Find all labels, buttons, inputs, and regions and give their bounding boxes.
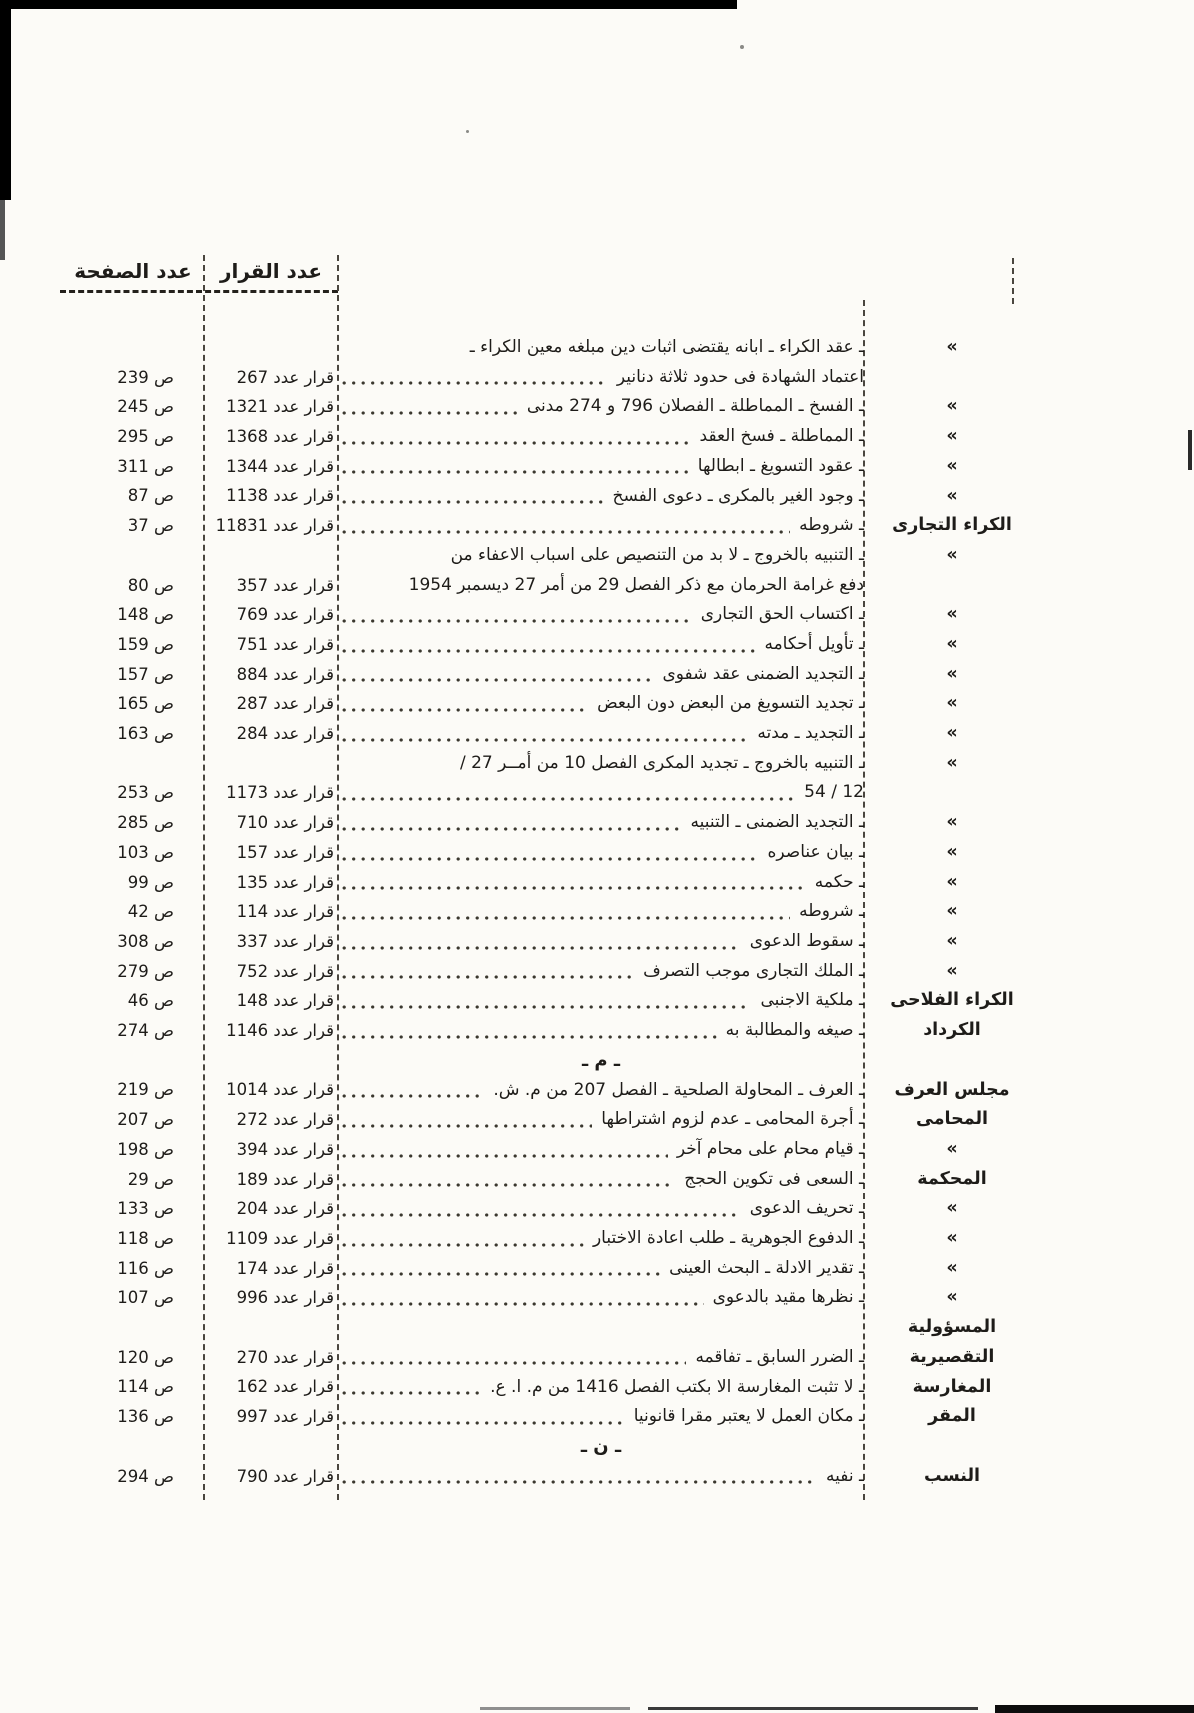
entry-description [338,1016,864,1046]
category-cell [864,660,1040,690]
category-cell [864,1313,1040,1372]
category-label: » [946,901,958,922]
decision-number: قرار عدد 284 [236,724,334,744]
category-cell [864,1462,1040,1492]
page-number: ص 253 [117,783,174,803]
category-cell [864,482,1040,512]
section-separator-label: ـ م ـ [581,1049,621,1071]
header-rule [60,290,338,293]
entry-description [338,1165,864,1195]
scan-artifact-left-bar [0,0,11,200]
entry-text: ـ تقدير الادلة ـ البحث العينى [669,1257,864,1278]
category-label: المحامى [915,1109,989,1130]
entry-description [338,1343,864,1373]
entry-description [338,749,864,808]
page-number: ص 37 [127,516,174,536]
decision-number: قرار عدد 272 [236,1110,334,1130]
page-number: ص 114 [117,1377,174,1397]
dotted-leader [342,946,741,950]
entry-text: ـ حكمه [814,871,864,892]
category-label: المحكمة [917,1168,987,1189]
entry-text: ـ المماطلة ـ فسخ العقد [699,426,864,447]
table-row [62,422,1040,452]
entry-description [338,1224,864,1254]
section-separator [62,1046,1040,1076]
table-row [62,600,1040,630]
category-label: » [946,604,958,625]
dotted-leader [342,381,608,385]
table-row [62,927,1040,957]
category-label: » [946,455,958,476]
table-row [62,1135,1040,1165]
page-number: ص 136 [117,1407,174,1427]
decision-number: قرار عدد 1321 [226,397,334,417]
decision-number: قرار عدد 267 [236,367,334,387]
category-cell [864,986,1040,1016]
category-cell [864,1135,1040,1165]
scan-artifact-left-tail [0,200,5,260]
page-number: ص 46 [127,991,174,1011]
dotted-leader [342,649,755,653]
category-label: » [946,841,958,862]
decision-number: قرار عدد 1138 [226,486,334,506]
table-row [62,392,1040,422]
table-row [62,1462,1040,1492]
dotted-leader [342,1124,592,1128]
table-row [62,511,1040,541]
category-label: » [946,930,958,951]
entry-text: ـ التنبيه بالخروج ـ لا بد من التنصيص على اسباب الاعفاء من [450,544,864,565]
entry-text: ـ اكتساب الحق التجارى [700,604,864,625]
category-label: » [946,663,958,684]
entry-description [338,957,864,987]
page-number: ص 163 [117,724,174,744]
decision-number: قرار عدد 751 [236,634,334,654]
page-number: ص 245 [117,397,174,417]
dotted-leader [342,470,689,474]
entry-text: ـ مكان العمل لا يعتبر مقرا قانونيا [633,1406,864,1427]
decision-number: قرار عدد 884 [236,664,334,684]
decision-number: قرار عدد 287 [236,694,334,714]
table-row [62,541,1040,600]
page-number: ص 107 [117,1288,174,1308]
category-label: » [946,544,958,565]
decision-number: قرار عدد 752 [236,961,334,981]
table-row [62,1372,1040,1402]
dotted-leader [342,827,682,831]
decision-number: قرار عدد 357 [236,575,334,595]
page-number: ص 157 [117,664,174,684]
entry-description [338,868,864,898]
table-row [62,1075,1040,1105]
table-row [62,957,1040,987]
table-row [62,333,1040,392]
entry-description [338,660,864,690]
page-number: ص 120 [117,1347,174,1367]
entry-text: ـ الدفوع الجوهرية ـ طلب اعادة الاختبار [592,1228,864,1249]
entry-text: 12 / 54 [804,782,864,803]
dotted-leader [342,975,634,979]
dotted-leader [342,441,691,445]
page-number: ص 285 [117,813,174,833]
category-label: الكرداد [923,1020,981,1041]
category-label: » [946,337,958,357]
dotted-leader [342,1154,668,1158]
entry-description [338,927,864,957]
entry-description [338,897,864,927]
page-number: ص 99 [127,872,174,892]
dotted-leader [342,1391,481,1395]
entry-text: ـ وجود الغير بالمكرى ـ دعوى الفسخ [612,485,864,506]
decision-number: قرار عدد 135 [236,872,334,892]
page-column-header: عدد الصفحة [74,259,192,283]
category-label: » [946,633,958,654]
entry-description [338,1194,864,1224]
decision-number: قرار عدد 189 [236,1169,334,1189]
decision-number: قرار عدد 710 [236,813,334,833]
category-label: المقر [928,1406,976,1427]
entry-text: ـ التنبيه بالخروج ـ تجديد المكرى الفصل 10 من أمــر 27 / [459,752,864,773]
category-cell [864,392,1040,422]
dotted-leader [342,1213,741,1217]
table-row [62,1224,1040,1254]
entry-text: ـ سقوط الدعوى [749,930,864,951]
category-cell [864,1105,1040,1135]
entry-description [338,1283,864,1313]
category-cell [864,630,1040,660]
page-number: ص 219 [117,1080,174,1100]
decision-number: قرار عدد 204 [236,1199,334,1219]
entry-description [338,1373,864,1403]
dotted-leader [342,916,790,920]
decision-number: قرار عدد 1109 [226,1229,334,1248]
page-number: ص 133 [117,1199,174,1219]
dotted-leader [342,530,790,534]
decision-number: قرار عدد 174 [236,1258,334,1278]
decision-number: قرار عدد 1368 [226,427,334,447]
page-number: ص 42 [127,902,174,922]
entry-description [338,1105,864,1135]
page-number: ص 239 [117,367,174,387]
entry-text: ـ التجديد الضمنى عقد شفوى [662,663,864,684]
decision-number: قرار عدد 997 [236,1407,334,1427]
category-cell [864,541,1040,571]
entry-text: اعتماد الشهادة فى حدود ثلاثة دنانير [616,366,864,387]
page-number: ص 207 [117,1110,174,1130]
table-row [62,630,1040,660]
category-cell [864,1254,1040,1284]
category-label: » [946,693,958,714]
page-number: ص 294 [117,1466,174,1486]
entry-description [338,986,864,1016]
dotted-leader [342,738,748,742]
category-label: » [946,871,958,892]
entry-description [338,1402,864,1432]
decision-number: قرار عدد 11831 [215,516,334,536]
decision-number: قرار عدد 162 [236,1377,334,1397]
entry-description [338,630,864,660]
category-cell [864,838,1040,868]
entry-description [338,1076,864,1106]
category-label: » [946,1138,958,1159]
entry-text: ـ الضرر السابق ـ تفاقمه [695,1346,864,1367]
decision-number: قرار عدد 337 [236,931,334,951]
page-number: ص 308 [117,931,174,951]
decision-column-header: عدد القرار [219,259,322,283]
table-row [62,808,1040,838]
page-number: ص 165 [117,694,174,714]
category-label: » [946,752,958,773]
category-label: » [946,396,958,417]
table-row [62,1165,1040,1195]
decision-number: قرار عدد 1173 [226,783,334,803]
entry-text: ـ ملكية الاجنبى [760,990,864,1011]
dotted-leader [342,1480,817,1484]
dotted-leader [342,619,692,623]
entry-description [338,1135,864,1165]
page-number: ص 159 [117,634,174,654]
decision-number: قرار عدد 114 [236,902,334,922]
category-label: المغارسة [912,1376,992,1397]
dotted-leader [342,411,518,415]
entry-description [338,1254,864,1284]
dotted-leader [342,1183,675,1187]
category-label: النسب [923,1465,981,1486]
entry-description [338,482,864,512]
entry-description [338,511,864,541]
section-separator [62,1432,1040,1462]
dotted-leader [342,1421,625,1425]
category-cell [864,689,1040,719]
scan-artifact-bottom-line [480,1707,630,1710]
decision-number: قرار عدد 270 [236,1347,334,1367]
category-cell [864,333,1040,363]
scan-artifact-bottom-line [648,1707,978,1710]
category-label: » [946,1257,958,1278]
category-cell [864,749,1040,779]
dotted-leader [342,1035,717,1039]
table-row [62,452,1040,482]
entry-text: ـ الفسخ ـ المماطلة ـ الفصلان 796 و 274 مدنى [526,396,864,417]
dotted-leader [342,857,759,861]
entry-text: ـ بيان عناصره [767,841,864,862]
table-row [62,1016,1040,1046]
entry-description [338,541,864,600]
decision-number: قرار عدد 157 [236,842,334,862]
entry-text: ـ قيام محام على محام آخر [676,1138,864,1159]
category-label: المسؤولية [907,1317,997,1338]
entry-text: ـ تأويل أحكامه [764,633,864,654]
dotted-leader [342,1302,704,1306]
dotted-leader [342,1094,484,1098]
table-row [62,749,1040,808]
category-cell [864,1402,1040,1432]
category-cell [864,1373,1040,1403]
entry-text: ـ التجديد ـ مدته [757,723,864,744]
scan-speck [740,45,744,49]
page-number: ص 116 [117,1258,174,1278]
column-divider [1012,258,1014,304]
category-cell [864,719,1040,749]
entry-description [338,422,864,452]
entry-text: ـ نفيه [826,1465,864,1486]
table-row [62,838,1040,868]
table-row [62,1105,1040,1135]
dotted-leader [342,500,603,504]
dotted-leader [342,1005,751,1009]
category-cell [864,452,1040,482]
table-row [62,689,1040,719]
page-number: ص 198 [117,1139,174,1159]
table-row [62,1194,1040,1224]
category-cell [864,1076,1040,1106]
dotted-leader [342,1243,584,1247]
entry-description [338,689,864,719]
scan-speck [466,130,469,133]
entry-description [338,719,864,749]
table-row [62,868,1040,898]
index-table-rows [62,333,1040,1491]
category-label: » [946,960,958,981]
page-number: ص 148 [117,605,174,625]
entry-text: ـ أجرة المحامى ـ عدم لزوم اشتراطها [601,1109,864,1130]
category-label: » [946,812,958,833]
table-row [62,1283,1040,1313]
decision-number: قرار عدد 394 [236,1139,334,1159]
page-number: ص 80 [127,575,174,595]
category-label: الكراء التجارى [892,515,1012,536]
table-row [62,1254,1040,1284]
dotted-leader [342,678,653,682]
decision-number: قرار عدد 790 [236,1466,334,1486]
category-cell [864,1283,1040,1313]
scan-artifact-bottom-line [995,1705,1194,1713]
category-cell [864,1016,1040,1046]
category-cell [864,1194,1040,1224]
entry-text: ـ تحريف الدعوى [749,1198,864,1219]
category-cell [864,868,1040,898]
entry-description [338,838,864,868]
dotted-leader [342,1272,660,1276]
table-row [62,481,1040,511]
category-label: مجلس العرف [894,1079,1010,1100]
category-cell [864,600,1040,630]
entry-description [338,808,864,838]
dotted-leader [342,708,588,712]
table-row [62,719,1040,749]
entry-text: ـ السعى فى تكوين الحجج [684,1168,864,1189]
category-cell [864,927,1040,957]
entry-text: ـ عقود التسويغ ـ ابطالها [697,455,864,476]
entry-text: ـ لا تثبت المغارسة الا بكتب الفصل 1416 من م. ا. ع. [490,1376,864,1397]
category-cell [864,511,1040,541]
category-label: » [946,426,958,447]
entry-text: ـ عقد الكراء ـ ابانه يقتضى اثبات دين مبلغه معين الكراء ـ [469,337,864,357]
page-number: ص 87 [127,486,174,506]
entry-description [338,392,864,422]
scan-artifact-top-bar [0,0,737,9]
entry-text: ـ شروطه [799,515,864,536]
page-number: ص 274 [117,1021,174,1041]
page-number: ص 279 [117,961,174,981]
category-cell [864,808,1040,838]
page-number: ص 295 [117,427,174,447]
entry-text: ـ تجديد التسويغ من البعض دون البعض [597,693,864,714]
dotted-leader [342,886,806,890]
table-row [62,897,1040,927]
page-number: ص 311 [117,456,174,476]
entry-description [338,452,864,482]
category-cell [864,1224,1040,1254]
dotted-leader [342,1361,686,1365]
category-label: » [946,1228,958,1249]
decision-number: قرار عدد 1344 [226,456,334,476]
decision-number: قرار عدد 996 [236,1288,334,1308]
dotted-leader [342,797,795,801]
entry-description [338,600,864,630]
decision-number: قرار عدد 1014 [226,1080,334,1100]
section-separator-label: ـ ن ـ [580,1435,622,1457]
table-row [62,986,1040,1016]
decision-number: قرار عدد 148 [236,991,334,1011]
table-row [62,1402,1040,1432]
category-cell [864,897,1040,927]
entry-text: ـ نظرها مقيد بالدعوى [712,1287,864,1308]
category-label: » [946,1198,958,1219]
category-cell [864,957,1040,987]
category-cell [864,1165,1040,1195]
category-label: » [946,1287,958,1308]
category-label: التقصيرية [909,1346,995,1367]
entry-description [338,1462,864,1492]
decision-number: قرار عدد 769 [236,605,334,625]
entry-text: ـ الملك التجارى موجب التصرف [643,960,864,981]
page-number: ص 29 [127,1169,174,1189]
category-cell [864,422,1040,452]
page-number: ص 118 [117,1229,174,1248]
category-label: » [946,723,958,744]
entry-description [338,333,864,392]
category-label: الكراء الفلاحى [890,990,1014,1011]
page-number: ص 103 [117,842,174,862]
entry-text: دفع غرامة الحرمان مع ذكر الفصل 29 من أمر 27 ديسمبر 1954 [408,574,864,595]
entry-text: ـ صيغه والمطالبة به [725,1020,864,1041]
entry-text: ـ العرف ـ المحاولة الصلحية ـ الفصل 207 من م. ش. [493,1079,864,1100]
decision-number: قرار عدد 1146 [226,1021,334,1041]
table-row [62,660,1040,690]
entry-text: ـ التجديد الضمنى ـ التنبيه [690,812,864,833]
entry-text: ـ شروطه [799,901,864,922]
scan-artifact-right-mark [1188,430,1192,470]
table-row [62,1313,1040,1372]
category-label: » [946,485,958,506]
